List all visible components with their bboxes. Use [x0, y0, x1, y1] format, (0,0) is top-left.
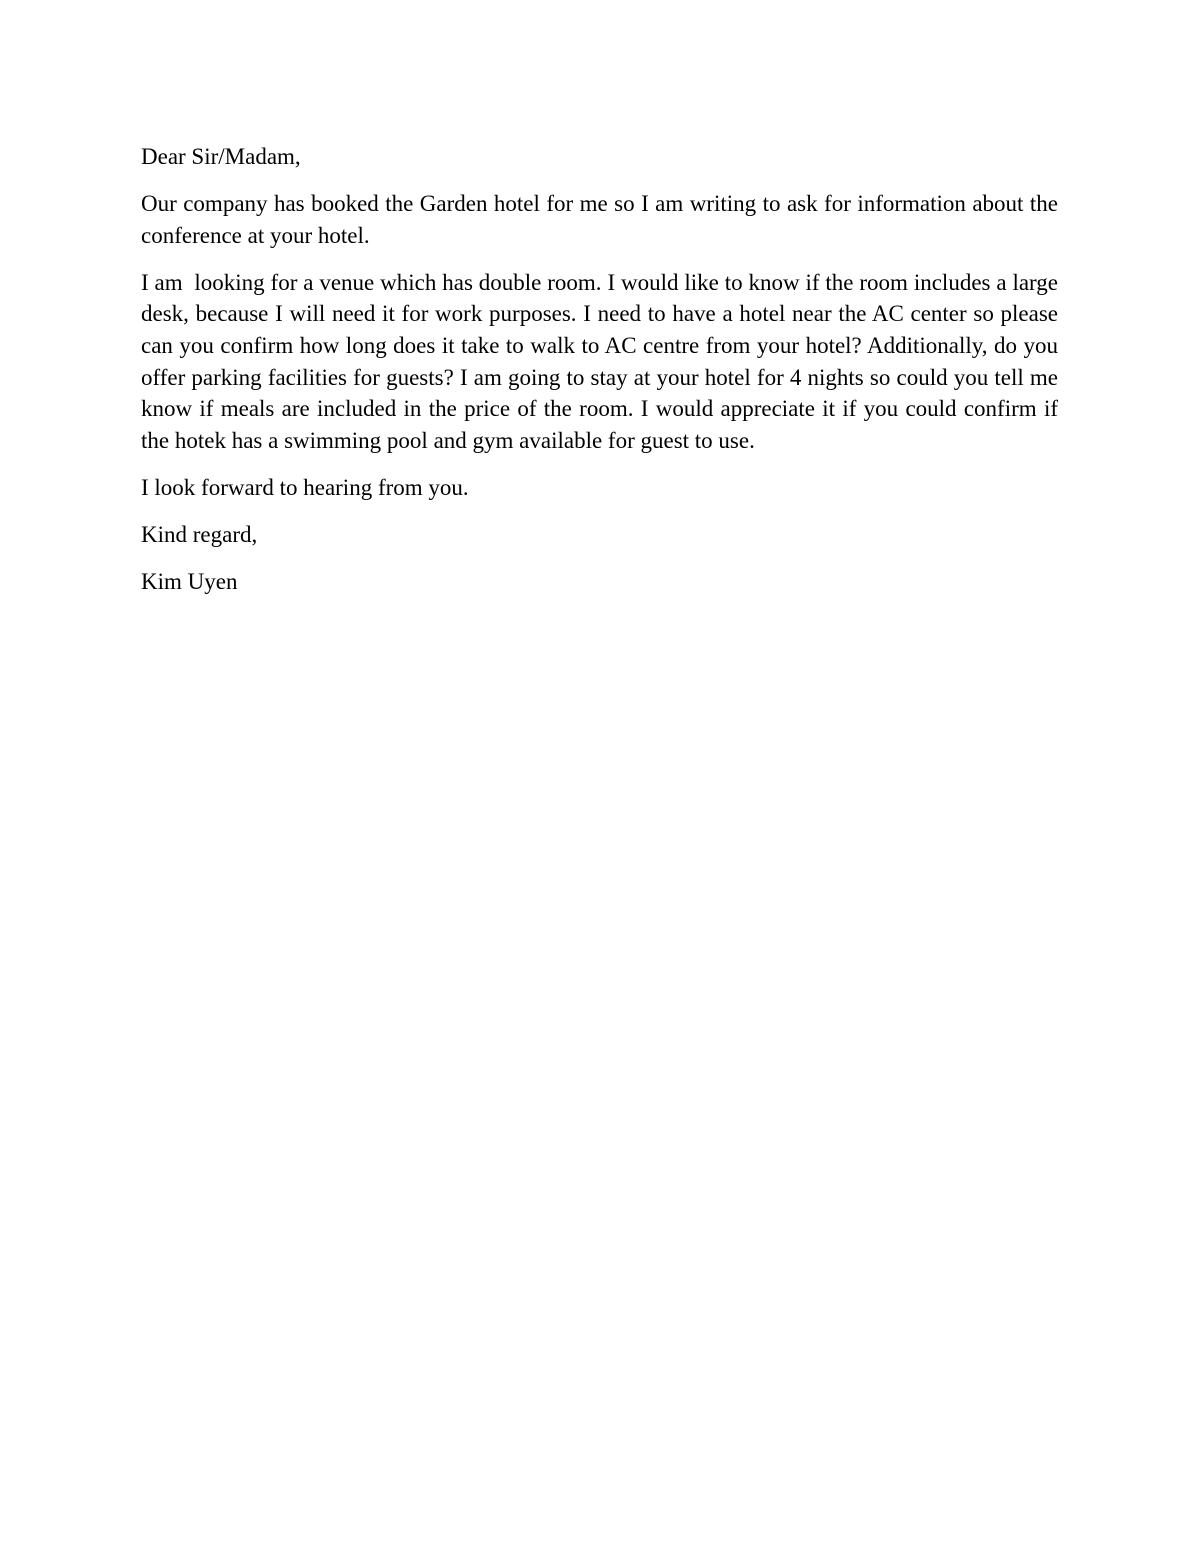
closing-line: I look forward to hearing from you. — [141, 474, 469, 500]
signature-name: Kim Uyen — [141, 569, 238, 595]
paragraph-intro: Our company has booked the Garden hotel for me so I am writing to ask for information about the conference at your hotel. — [141, 191, 1058, 248]
sign-off: Kind regard, — [141, 521, 258, 547]
salutation: Dear Sir/Madam, — [141, 144, 301, 169]
paragraph-requests: I am looking for a venue which has double room. I would like to know if the room includes a large desk, because I will need it for work purposes. I need to have a hotel near the AC center so please can you confirm how long does it take to walk to AC centre from your hotel? Additionally, do you offer parking facilities for guests? I am going to stay at your hotel for 4 nights so could you tell me know if meals are included in the price of the room. I would appreciate it if you could confirm if the hotek has a swimming pool and gym available for guest to use. — [141, 269, 1064, 453]
letter-body — [141, 141, 1064, 613]
